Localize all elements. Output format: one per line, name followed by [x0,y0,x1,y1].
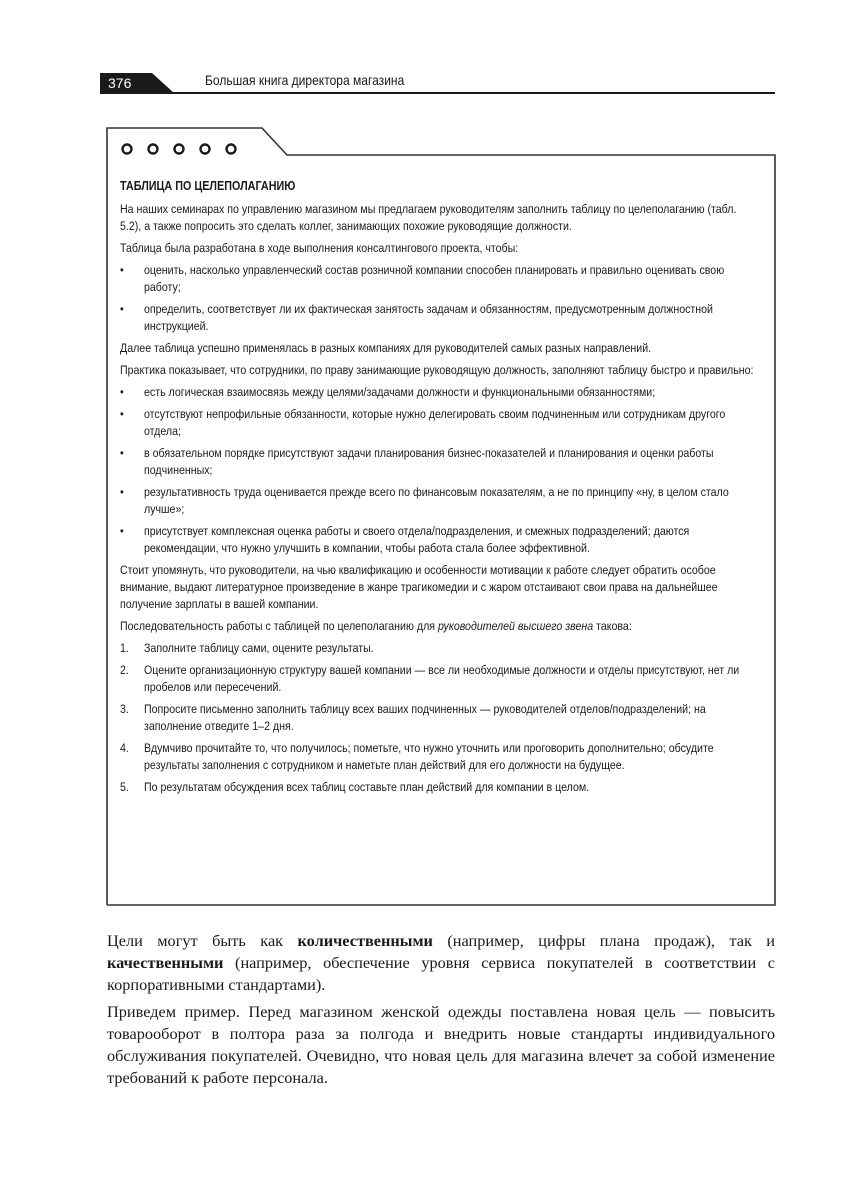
list-item [120,662,754,696]
text-run: (например, обеспечение уровня сервиса покупателей в соответствии с корпоративными стандартами). [107,953,775,994]
bullet-icon: • [120,385,124,399]
list-item [120,262,754,296]
sidebar-box-content [120,178,754,801]
italic-text: руководителей высшего звена [437,619,594,633]
bold-term: количественными [297,931,433,950]
box-title: ТАБЛИЦА ПО ЦЕЛЕПОЛАГАНИЮ [120,179,296,193]
list-item-text: По результатам обсуждения всех таблиц составьте план действий для компании в целом. [143,780,590,794]
box-paragraph: Стоит упомянуть, что руководители, на чью квалификацию и особенности мотивации к работе следует обратить особое внимание, выдают литературное произведение в жанре трагикомедии и с жаром отстаивают свои права на дальнейшее получение зарплаты в вашей компании. [120,563,718,611]
list-item [120,740,754,774]
list-item-text: есть логическая взаимосвязь между целями/задачами должности и функциональными обязанностями; [143,385,656,399]
list-item [120,640,754,657]
page-number: 376 [100,73,152,93]
list-item [120,523,754,557]
box-paragraph: Таблица была разработана в ходе выполнения консалтингового проекта, чтобы: [120,241,519,255]
body-paragraph: Приведем пример. Перед магазином женской одежды поставлена новая цель — повысить товарооборот в полтора раза за полгода и внедрить новые стандарты индивидуального обслуживания покупателей. Очевидно, что новая цель для магазина влечет за собой изменение требований к работе персонала. [107,1002,775,1087]
list-item-text: Оцените организационную структуру вашей компании — все ли необходимые должности и отделы присутствуют, нет ли пробелов или пересечений. [143,663,740,694]
list-item [120,779,754,796]
bullet-icon: • [120,302,124,316]
list-item [120,406,754,440]
list-item-text: Попросите письменно заполнить таблицу всех ваших подчиненных — руководителей отделов/подразделений; на заполнение отведите 1–2 дня. [143,702,706,733]
list-item-text: определить, соответствует ли их фактическая занятость задачам и обязанностям, предусмотренным должностной инструкцией. [143,302,713,333]
list-number: 3. [120,702,129,716]
box-paragraph: Практика показывает, что сотрудники, по праву занимающие руководящую должность, заполняют таблицу быстро и правильно: [120,363,754,377]
bullet-icon: • [120,485,124,499]
bullet-icon: • [120,446,124,460]
bullet-list [120,262,754,335]
main-body-text [107,930,775,1094]
numbered-list [120,640,754,796]
list-item-text: Вдумчиво прочитайте то, что получилось; пометьте, что нужно уточнить или проговорить дополнительно; обсудите результаты заполнения с сотрудником и наметьте план действий для его должности на будущее. [143,741,714,772]
list-number: 5. [120,780,129,794]
box-paragraph [120,618,754,635]
bullet-list [120,384,754,557]
list-item [120,484,754,518]
list-item-text: оценить, насколько управленческий состав розничной компании способен планировать и правильно оценивать свою работу; [143,263,725,294]
text-run: такова: [593,619,632,633]
list-number: 2. [120,663,129,677]
list-item-text: Заполните таблицу сами, оцените результаты. [143,641,374,655]
bullet-icon: • [120,263,124,277]
list-number: 4. [120,741,129,755]
list-item-text: результативность труда оценивается прежде всего по финансовым показателям, а не по принципу «ну, в целом стало лучше»; [143,485,729,516]
list-item-text: присутствует комплексная оценка работы и своего отдела/подразделения, и смежных подразделений; даются рекомендации, что нужно улучшить в компании, чтобы работа стала более эффективной. [143,524,690,555]
bold-term: качественными [107,953,224,972]
list-item-text: в обязательном порядке присутствуют задачи планирования бизнес-показателей и планирования и оценки работы подчиненных; [143,446,714,477]
box-paragraph: Далее таблица успешно применялась в разных компаниях для руководителей самых разных направлений. [120,341,652,355]
bullet-icon: • [120,407,124,421]
body-paragraph [107,930,775,996]
list-item [120,301,754,335]
running-header-title: Большая книга директора магазина [205,72,405,88]
list-item [120,701,754,735]
box-paragraph: На наших семинарах по управлению магазином мы предлагаем руководителям заполнить таблицу по целеполаганию (табл. 5.2), а также попросить это сделать коллег, занимающих похожие руководящие должности. [120,202,737,233]
bullet-icon: • [120,524,124,538]
text-run: Цели могут быть как [107,931,298,950]
list-item [120,384,754,401]
text-run: Последовательность работы с таблицей по целеполаганию для [120,619,438,633]
list-item [120,445,754,479]
list-number: 1. [120,641,129,655]
list-item-text: отсутствуют непрофильные обязанности, которые нужно делегировать своим подчиненным или сотрудникам другого отдела; [143,407,726,438]
text-run: (например, цифры плана продаж), так и [432,931,775,950]
decorative-circles-icon [123,145,236,154]
